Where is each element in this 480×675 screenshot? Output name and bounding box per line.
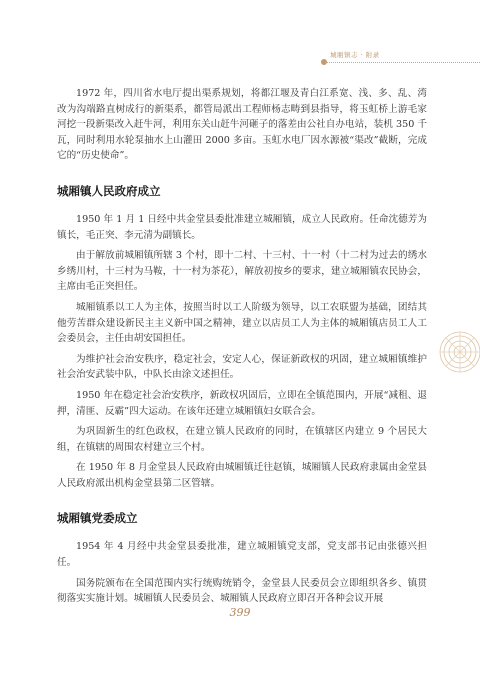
section-intro — [57, 86, 427, 164]
page-number: 399 — [229, 606, 251, 619]
paragraph: 1954 年 4 月经中共金堂县委批准，建立城厢镇党支部，党支部书记由张德兴担任。 — [57, 541, 427, 569]
paragraph: 在 1950 年 8 月金堂县人民政府由城厢镇迁往赵镇，城厢镇人民政府隶属由金堂县人民政府派出机构金堂县第二区管辖。 — [57, 462, 427, 489]
decorative-medallion-icon — [438, 330, 480, 374]
section-party-committee — [57, 510, 427, 606]
running-header: 城厢镇志 · 附录 — [330, 51, 380, 59]
paragraph: 由于解放前城厢镇所辖 3 个村，即十二村、十三村、十一村（十二村为过去的绣水乡绣川村，十三村为马鞍，十一村为茶花），解放初按乡的要求，建立城厢镇农民协会，主席由毛正突担任。 — [57, 250, 427, 293]
section-heading: 城厢镇党委成立 — [57, 511, 138, 526]
paragraph: 为巩固新生的红色政权，在建立镇人民政府的同时，在镇辖区内建立 9 个居民大组，在镇辖的周围农村建立三个村。 — [57, 426, 427, 453]
paragraph: 1950 年 1 月 1 日经中共金堂县委批准建立城厢镇，成立人民政府。任命沈德芳为镇长，毛正突、李元清为副镇长。 — [57, 213, 427, 241]
header-divider — [325, 62, 480, 63]
section-government-established — [57, 183, 427, 492]
paragraph: 1950 年在稳定社会治安秩序，新政权巩固后，立即在全镇范围内，开展“减租、退押，清匪、反霸”四大运动。在该年还建立城厢镇妇女联合会。 — [57, 389, 427, 417]
paragraph: 1972 年，四川省水电厅提出渠系规划，将都江堰及青白江系宽、浅、多、乱、湾改为沟端路直树成行的新渠系，都管局派出工程师杨志畴到县指导，将玉虹桥上游毛家河挖一段新渠改入赶牛河，利用东关山赶牛河砸子的落差由公社自办电站，装机 350 千瓦，同时利用水轮泵抽水上山灌田 2000 多亩。玉虹水电厂因水源被“渠改”截断，完成它的“历史使命”。 — [57, 88, 427, 162]
paragraph: 为维护社会治安秩序，稳定社会，安定人心，保证新政权的巩固，建立城厢镇维护社会治安武装中队，中队长由涂文述担任。 — [57, 353, 427, 381]
paragraph: 国务院颁布在全国范围内实行统购统销令，金堂县人民委员会立即组织各乡、镇贯彻落实实施计划。城厢镇人民委员会、城厢镇人民政府立即召开各种会议开展 — [57, 577, 427, 605]
paragraph: 城厢镇系以工人为主体，按照当时以工人阶级为领导，以工农联盟为基础，团结其他劳苦群众建设新民主主义新中国之精神，建立以店员工人为主体的城厢镇店员工人工会委员会，主任由胡安国担任。 — [57, 301, 427, 345]
section-heading: 城厢镇人民政府成立 — [57, 183, 161, 198]
document-body — [57, 86, 427, 612]
